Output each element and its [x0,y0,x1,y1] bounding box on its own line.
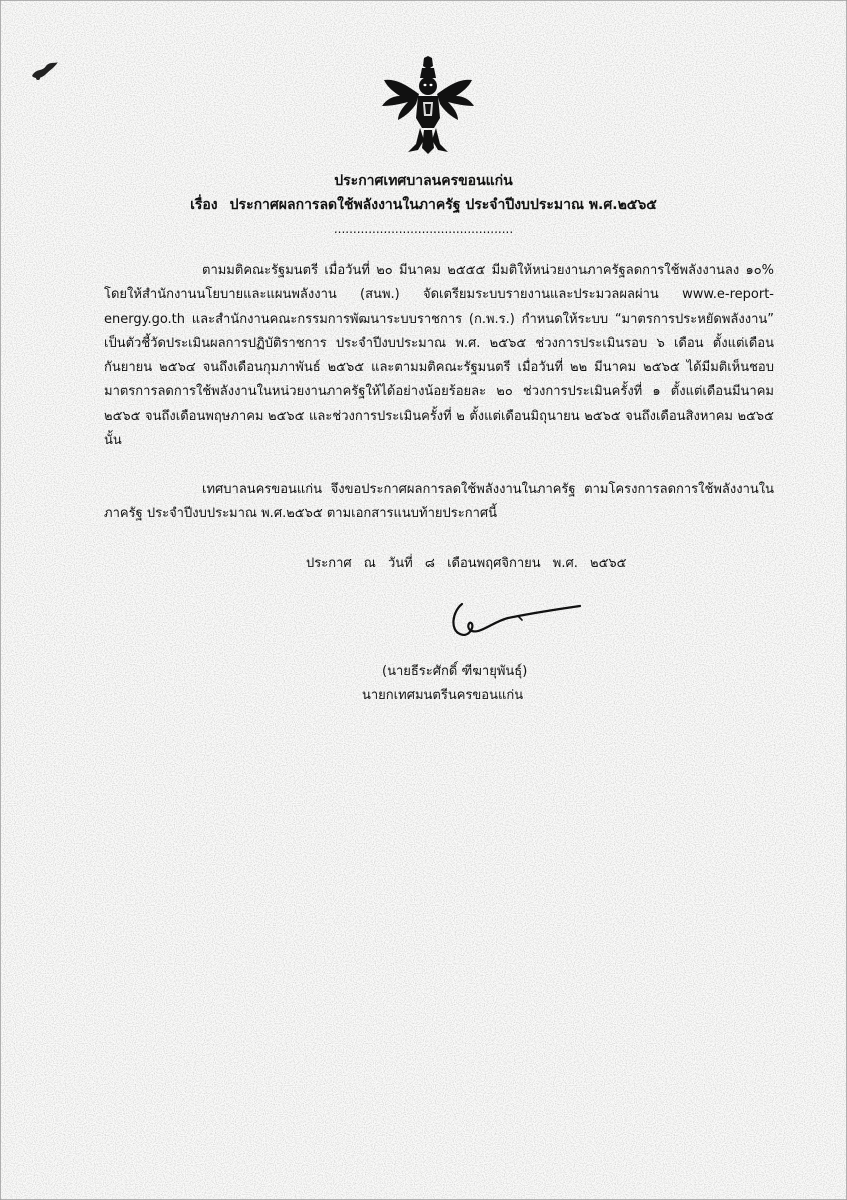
separator-dots: ............................................... [333,222,514,236]
dateline-month: เดือนพฤศจิกายน [447,556,541,571]
handwritten-signature [448,596,588,646]
signer-name: (นายธีระศักดิ์ ฑีฆายุพันธุ์) [382,664,528,679]
issuer-heading: ประกาศเทศบาลนครขอนแก่น [334,173,513,189]
dateline-day: ๘ [424,556,435,571]
body-paragraph-1 [104,259,774,453]
dateline-announce: ประกาศ [306,556,352,571]
dateline-year: ๒๕๖๕ [590,556,627,571]
subject-text: ประกาศผลการลดใช้พลังงานในภาครัฐ ประจำปีงบประมาณ พ.ศ.๒๕๖๕ [229,197,657,213]
garuda-emblem-icon [378,56,478,156]
paragraph-1-text: ตามมติคณะรัฐมนตรี เมื่อวันที่ ๒๐ มีนาคม ๒๕๕๕ มีมติให้หน่วยงานภาครัฐลดการใช้พลังงานลง ๑๐% โดยให้สำนักงานนโยบายและแผนพลังงาน (สนพ.) จัดเตรียมระบบรายงานและประมวลผลผ่าน www.e-report-energy.go.th และสำนักงานคณะกรรมการพัฒนาระบบราชการ (ก.พ.ร.) กำหนดให้ระบบ “มาตรการประหยัดพลังงาน” เป็นตัวชี้วัดประเมินผลการปฏิบัติราชการ ประจำปีงบประมาณ พ.ศ. ๒๕๖๕ ช่วงการประเมินรอบ ๖ เดือน ตั้งแต่เดือนกันยายน ๒๕๖๔ จนถึงเดือนกุมภาพันธ์ ๒๕๖๕ และตามมติคณะรัฐมนตรี เมื่อวันที่ ๒๒ มีนาคม ๒๕๖๕ ได้มีมติเห็นชอบมาตรการลดการใช้พลังงานในหน่วยงานภาครัฐให้ได้อย่างน้อยร้อยละ ๒๐ ช่วงการประเมินครั้งที่ ๑ ตั้งแต่เดือนมีนาคม ๒๕๖๕ จนถึงเดือนพฤษภาคม ๒๕๖๕ และช่วงการประเมินครั้งที่ ๒ ตั้งแต่เดือนมิถุนายน ๒๕๖๕ จนถึงเดือนสิงหาคม ๒๕๖๕ นั้น [104,263,774,449]
paragraph-2-text: เทศบาลนครขอนแก่น จึงขอประกาศผลการลดใช้พลังงานในภาครัฐ ตามโครงการลดการใช้พลังงานในภาครัฐ ประจำปีงบประมาณ พ.ศ.๒๕๖๕ ตามเอกสารแนบท้ายประกาศนี้ [104,482,774,522]
dateline-at: ณ [363,556,376,571]
subject-line [0,194,847,216]
signer-title: นายกเทศมนตรีนครขอนแก่น [362,688,524,703]
scan-blot-mark [28,58,62,84]
dateline-year-label: พ.ศ. [552,556,578,571]
dateline-day-label: วันที่ [387,556,413,571]
body-paragraph-2 [104,478,774,527]
subject-label: เรื่อง [190,197,218,213]
announcement-dateline [306,552,635,573]
